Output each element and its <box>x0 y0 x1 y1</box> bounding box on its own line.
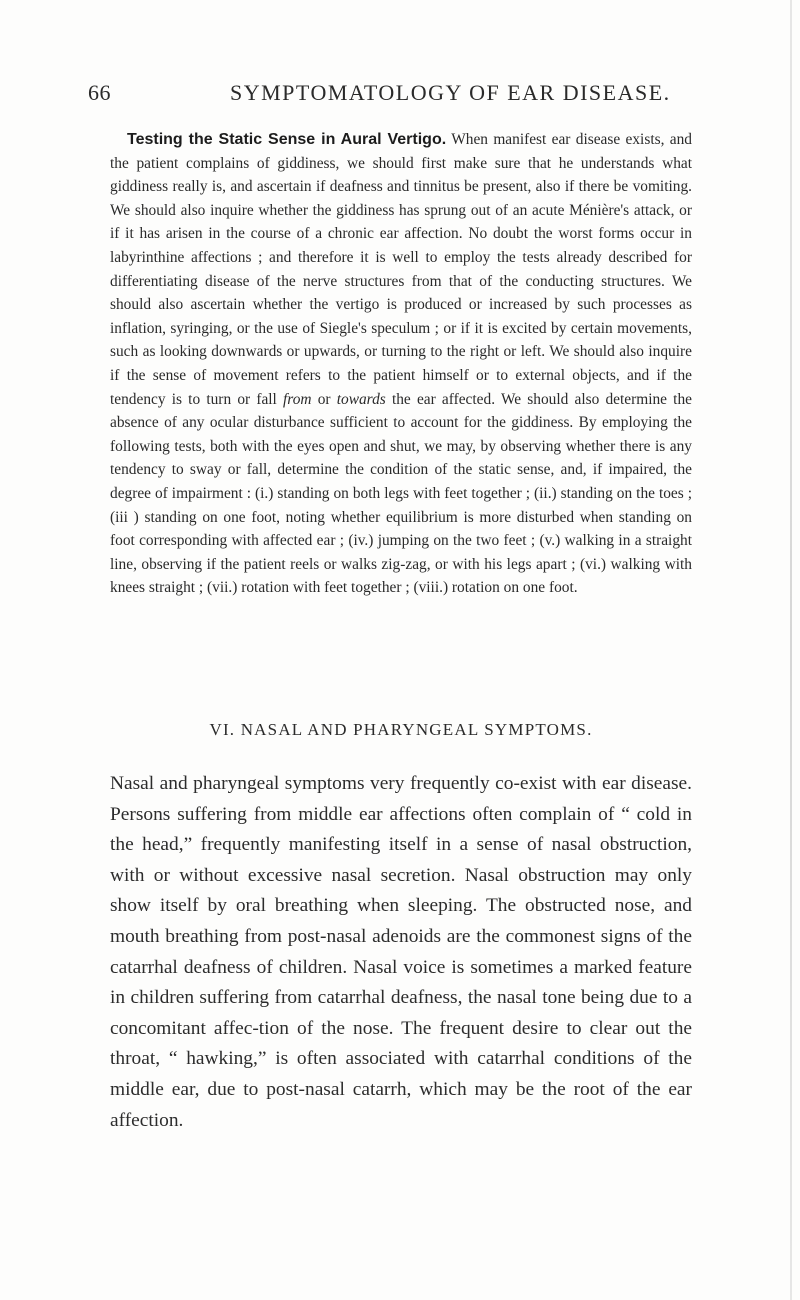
paragraph-text-part-1: When manifest ear disease exists, and the patient complains of giddiness, we should first make sure that he understands what giddiness really is, and ascertain if deafness and tinnitus be present, also if there be vomiting. We should also inquire whether the giddiness has sprung out of an acute Ménière's attack, or if it has arisen in the course of a chronic ear affection. No doubt the worst forms occur in labyrinthine affections ; and therefore it is well to employ the tests already described for differentiating disease of the nerve structures from that of the conducting structures. We should also ascertain whether the vertigo is produced or increased by such processes as inflation, syringing, or the use of Siegle's speculum ; or if it is excited by certain movements, such as looking downwards or upwards, or turning to the right or left. We should also inquire if the sense of movement refers to the patient himself or to external objects, and if the tendency is to turn or fall <box>110 131 692 408</box>
italic-towards: towards <box>336 390 386 408</box>
paragraph-heading: Testing the Static Sense in Aural Vertigo. <box>127 131 447 148</box>
paragraph-nasal-symptoms: Nasal and pharyngeal symptoms very frequently co-exist with ear disease. Persons suffering from middle ear affections often complain of “ cold in the head,” frequently manifesting itself in a sense of nasal obstruction, with or without excessive nasal secretion. Nasal obstruction may only show itself by oral breathing when sleeping. The obstructed nose, and mouth breathing from post-nasal adenoids are the commonest signs of the catarrhal deafness of children. Nasal voice is sometimes a marked feature in children suffering from catarrhal deafness, the nasal tone being due to a concomitant affec-tion of the nose. The frequent desire to clear out the throat, “ hawking,” is often associated with catarrhal conditions of the middle ear, due to post-nasal catarrh, which may be the root of the ear affection. <box>110 773 692 1131</box>
section-heading-nasal-pharyngeal: VI. NASAL AND PHARYNGEAL SYMPTOMS. <box>209 720 593 739</box>
page-number: 66 <box>88 80 111 105</box>
paragraph-text-or: or <box>311 390 337 408</box>
paragraph-text-part-2: the ear affected. We should also determine the absence of any ocular disturbance sufficient to account for the giddiness. By employing the following tests, both with the eyes open and shut, we may, by observing whether there is any tendency to sway or fall, determine the condition of the static sense, and, if impaired, the degree of impairment : (i.) standing on both legs with feet together ; (ii.) standing on the toes ; (iii ) standing on one foot, noting whether equilibrium is more disturbed when standing on foot corresponding with affected ear ; (iv.) jumping on the two feet ; (v.) walking in a straight line, observing if the patient reels or walks zig-zag, or with his legs apart ; (vi.) walking with knees straight ; (vii.) rotation with feet together ; (viii.) rotation on one foot. <box>110 390 692 597</box>
italic-from: from <box>283 390 312 408</box>
running-title: SYMPTOMATOLOGY OF EAR DISEASE. <box>230 80 671 105</box>
paragraph-static-sense-testing <box>110 128 692 600</box>
page-edge <box>790 0 792 1300</box>
running-head <box>88 80 708 110</box>
